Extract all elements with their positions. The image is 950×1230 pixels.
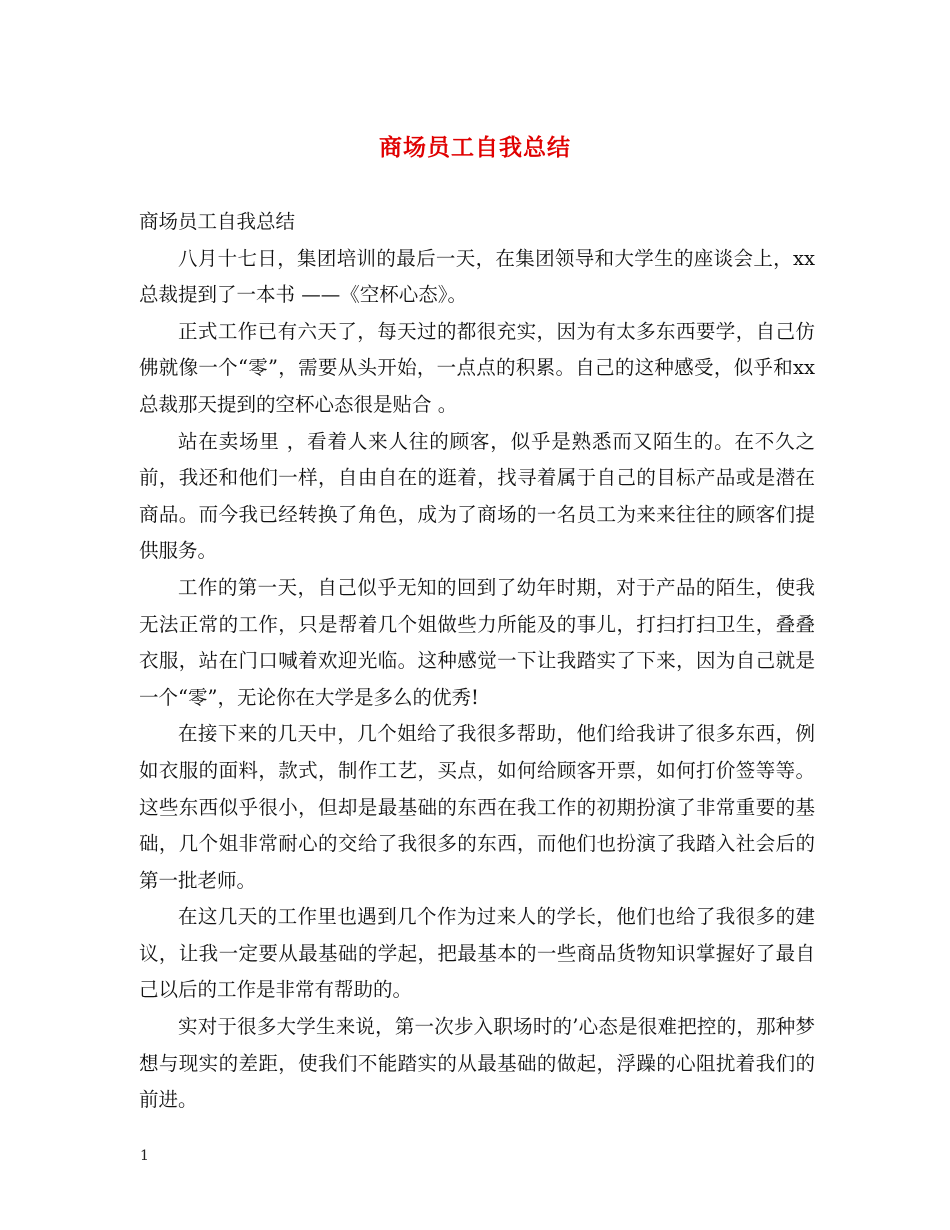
paragraph-heading: 商场员工自我总结	[139, 210, 296, 233]
paragraph: 在接下来的几天中，几个姐给了我很多帮助，他们给我讲了很多东西，例如衣服的面料，款式，制作工艺，买点，如何给顾客开票，如何打价签等等。这些东西似乎很小，但却是最基础的东西在我工作的初期扮演了非常重要的基础，几个姐非常耐心的交给了我很多的东西，而他们也扮演了我踏入社会后的第一批老师。	[139, 722, 815, 892]
paragraph: 正式工作已有六天了，每天过的都很充实，因为有太多东西要学，自己仿佛就像一个“零”，需要从头开始，一点点的积累。自己的这种感受，似乎和xx总裁那天提到的空杯心态很是贴合 。	[139, 319, 815, 416]
page-number: 1	[140, 1148, 149, 1164]
document-title: 商场员工自我总结	[379, 134, 571, 161]
paragraph: 实对于很多大学生来说，第一次步入职场时的’心态是很难把控的，那种梦想与现实的差距，使我们不能踏实的从最基础的做起，浮躁的心阻扰着我们的前进。	[139, 1015, 815, 1112]
paragraph: 工作的第一天，自己似乎无知的回到了幼年时期，对于产品的陌生，使我无法正常的工作，只是帮着几个姐做些力所能及的事儿，打扫打扫卫生，叠叠衣服，站在门口喊着欢迎光临。这种感觉一下让我踏实了下来，因为自己就是一个“零”，无论你在大学是多么的优秀!	[139, 575, 815, 709]
paragraph: 在这几天的工作里也遇到几个作为过来人的学长，他们也给了我很多的建议，让我一定要从最基础的学起，把最基本的一些商品货物知识掌握好了最自己以后的工作是非常有帮助的。	[139, 905, 815, 1002]
paragraph: 八月十七日，集团培训的最后一天，在集团领导和大学生的座谈会上，xx总裁提到了一本书 ——《空杯心态》。	[139, 246, 815, 307]
paragraph: 站在卖场里 ，看着人来人往的顾客，似乎是熟悉而又陌生的。在不久之前，我还和他们一样，自由自在的逛着，找寻着属于自己的目标产品或是潜在商品。而今我已经转换了角色，成为了商场的一名员工为来来往往的顾客们提供服务。	[139, 429, 815, 563]
document-body	[139, 204, 815, 1119]
